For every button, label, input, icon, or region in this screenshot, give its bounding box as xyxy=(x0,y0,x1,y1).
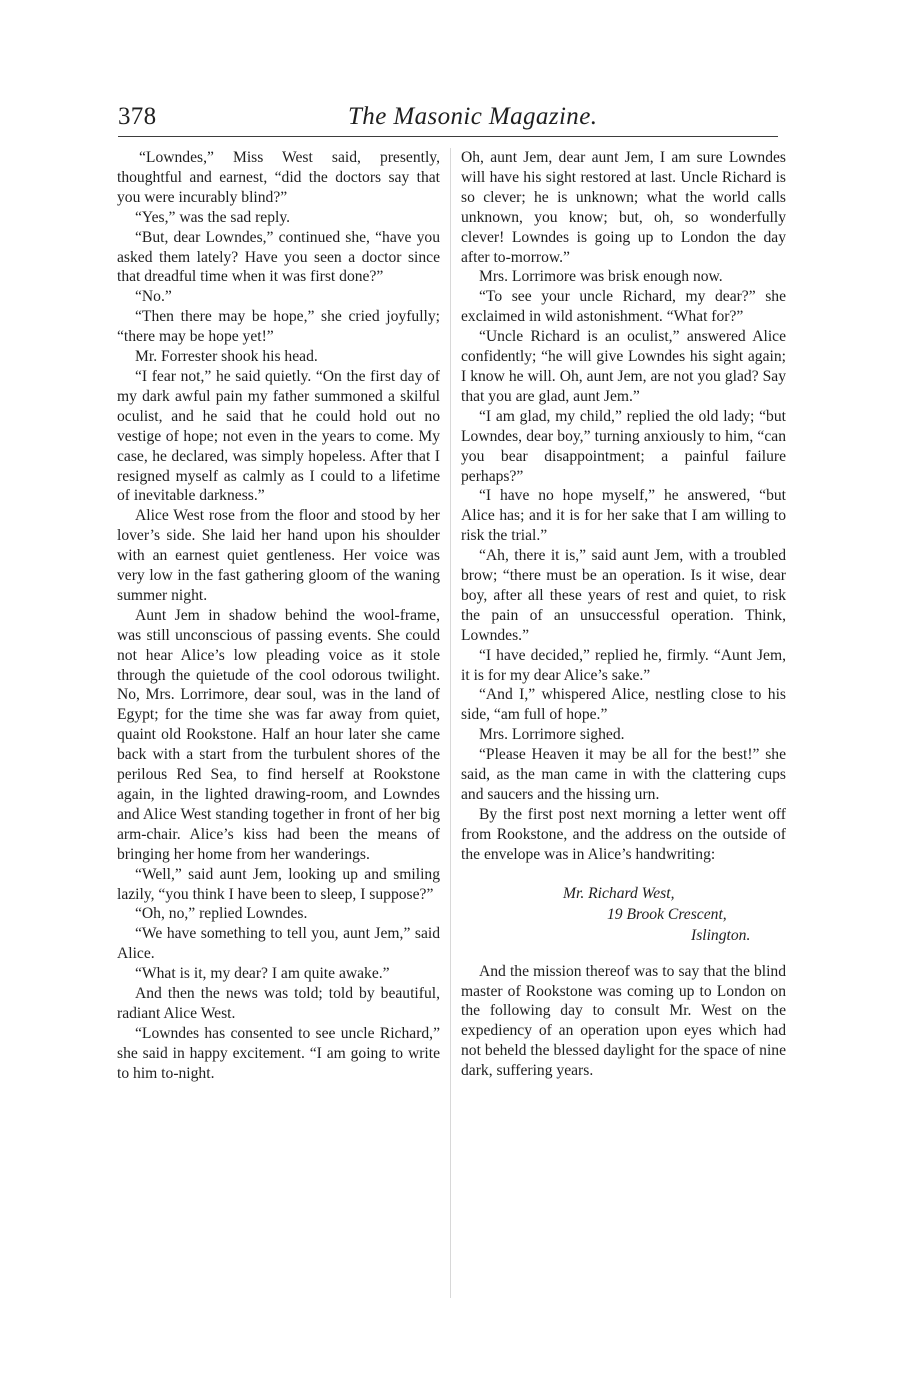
page-number: 378 xyxy=(118,103,157,130)
right-column xyxy=(461,148,786,1081)
paragraph: “I am glad, my child,” replied the old lady; “but Lowndes, dear boy,” turning anxiously to him, “can you bear disappointment; a painful failure perhaps?” xyxy=(461,407,786,485)
paragraph: “Please Heaven it may be all for the best!” she said, as the man came in with the clattering cups and saucers and the hissing urn. xyxy=(461,746,786,803)
paragraph: And the mission thereof was to say that the blind master of Rookstone was coming up to London on the following day to consult Mr. West on the expediency of an operation upon eyes which had not beheld the blessed daylight for the space of nine dark, suffering years. xyxy=(461,962,786,1080)
paragraph: “What is it, my dear? I am quite awake.” xyxy=(135,965,390,983)
paragraph: “Well,” said aunt Jem, looking up and smiling lazily, “you think I have been to sleep, I suppose?” xyxy=(117,865,440,903)
paragraph: “Then there may be hope,” she cried joyfully; “there may be hope yet!” xyxy=(117,308,440,346)
paragraph: “Ah, there it is,” said aunt Jem, with a troubled brow; “there must be an operation. Is it wise, dear boy, after all these years of rest and quiet, to risk the pain of an unsuccessful operation. Think, Lowndes.” xyxy=(461,547,786,644)
paragraph: Aunt Jem in shadow behind the wool-frame, was still unconscious of passing events. She could not hear Alice’s low pleading voice as it stole through the quietude of the cool odorous twilight. No, Mrs. Lorrimore, dear soul, was in the land of Egypt; for the time she was far away from quiet, quaint old Rookstone. Half an hour later she came back with a start from the turbulent shores of the perilous Red Sea, to find herself at Rookstone again, in the lighted drawing-room, and Lowndes and Alice West standing together in front of her big arm-chair. Alice’s kiss had been the means of bringing her home from her wanderings. xyxy=(117,606,440,863)
paragraph: “And I,” whispered Alice, nestling close to his side, “am full of hope.” xyxy=(461,686,786,724)
address-line: 19 Brook Crescent, xyxy=(607,905,727,923)
paragraph: “Yes,” was the sad reply. xyxy=(135,208,291,226)
paragraph: “Lowndes has consented to see uncle Richard,” she said in happy excitement. “I am going to write to him to-night. xyxy=(117,1024,440,1082)
paragraph: “No.” xyxy=(135,288,172,306)
paragraph: Mrs. Lorrimore was brisk enough now. xyxy=(479,268,723,286)
paragraph: “I have decided,” replied he, firmly. “Aunt Jem, it is for my dear Alice’s sake.” xyxy=(461,646,786,684)
left-column xyxy=(117,148,440,1084)
paragraph: Mrs. Lorrimore sighed. xyxy=(479,726,625,744)
paragraph: “We have something to tell you, aunt Jem,” said Alice. xyxy=(117,925,440,963)
paragraph: “I fear not,” he said quietly. “On the first day of my dark awful pain my father summoned a skilful oculist, and he said that he could hold out no vestige of hope; not even in the years to come. My case, he declared, was simply hopeless. After that I resigned myself as calmly as I could to a lifetime of inevitable darkness.” xyxy=(117,367,440,505)
paragraph: “But, dear Lowndes,” continued she, “have you asked them lately? Have you seen a doctor since that dreadful time when it was first done?” xyxy=(117,228,440,286)
paragraph: “To see your uncle Richard, my dear?” she exclaimed in wild astonishment. “What for?” xyxy=(461,288,786,326)
paragraph: “I have no hope myself,” he answered, “but Alice has; and it is for her sake that I am willing to risk the trial.” xyxy=(461,487,786,545)
paragraph: “Lowndes,” Miss West said, presently, thoughtful and earnest, “did the doctors say that you were incurably blind?” xyxy=(117,149,440,206)
column-divider xyxy=(450,148,451,1298)
header-rule xyxy=(118,136,778,137)
paragraph: “Oh, no,” replied Lowndes. xyxy=(135,905,308,923)
paragraph: Mr. Forrester shook his head. xyxy=(135,348,318,366)
paragraph: “Uncle Richard is an oculist,” answered Alice confidently; “he will give Lowndes his sight again; I know he will. Oh, aunt Jem, are not you glad? Say that you are glad, aunt Jem.” xyxy=(461,328,786,405)
paragraph: And then the news was told; told by beautiful, radiant Alice West. xyxy=(117,985,440,1022)
page-header xyxy=(118,103,780,137)
letter-address xyxy=(461,883,786,946)
paragraph: Oh, aunt Jem, dear aunt Jem, I am sure Lowndes will have his sight restored at last. Uncle Richard is so clever; he is unknown; what the world calls unknown, you know; but, oh, so wonderfully clever! Lowndes is going up to London the day after to-morrow.” xyxy=(461,149,786,266)
running-head: The Masonic Magazine. xyxy=(348,103,598,130)
address-line: Islington. xyxy=(691,926,751,944)
address-line: Mr. Richard West, xyxy=(563,884,675,902)
paragraph: By the first post next morning a letter went off from Rookstone, and the address on the outside of the envelope was in Alice’s handwriting: xyxy=(461,805,786,863)
paragraph: Alice West rose from the floor and stood by her lover’s side. She laid her hand upon his shoulder with an earnest quiet gentleness. Her voice was very low in the fast gathering gloom of the waning summer night. xyxy=(117,507,440,604)
